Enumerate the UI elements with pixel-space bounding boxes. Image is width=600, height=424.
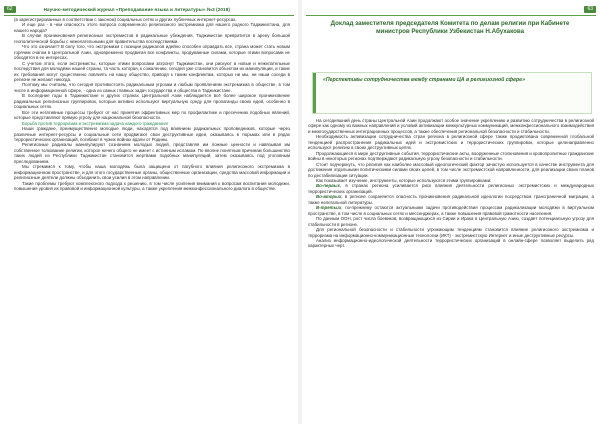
left-paragraph: Борьба против терроризма и экстремизма задача каждого гражданина! [22, 120, 169, 126]
right-paragraph: Анализ информационно-идеологической деятельности террористических организаций в онлайн-сфере позволяет выделить ряд характерных черт. [308, 237, 594, 249]
left-page [0, 0, 298, 424]
left-paragraph: Все эти негативные процессы требуют от нас принятия эффективных мер по профилактике и пресечению подобных явлений, которые представляют прямую угрозу для национальной безопасности. [14, 109, 290, 121]
right-paragraph: Как показывает изучение, инструменты, которые используются этими группировками: [316, 177, 492, 183]
left-paragraph: В случае проникновения религиозных экстремистов в радикальные убеждения, Таджикистан превратится в арену большой геополитической борьбы с нежелательными для правительства последствиями. [14, 33, 290, 44]
right-paragraph: По данным ООН, рост числа боевиков, возвращающихся из Сирии и Ирака в Центральную Азию, создаёт потенциальную угрозу для стабильности в регионе. [308, 216, 594, 227]
left-paragraph: С учетом этого, если экстремисты, которые этими вопросами затронут Таджикистан, они рискуют в новые и нежелательные последствия для молодёжи нашей страны, та часть которая, к сожалению, сегодня уже становится объектом их манипуляции, и такие их требования могут существенно повлиять на нашу общество, приводя к таким конфликтам, которых ни мы, ни наши соседи в регионе не желают никогда. [14, 60, 290, 82]
right-body-text [308, 118, 594, 249]
left-paragraph: (в зарегистрированных в соответствии с законом) социальных сетях и других публичных интернет-ресурсах. [14, 17, 237, 22]
right-page-number: 63 [584, 6, 596, 13]
article-subtitle-box [312, 72, 592, 114]
right-paragraph: Во-первых, в странах региона усиливается риск влияния деятельности религиозных экстремистских и международных террористических организаций. [308, 183, 594, 194]
right-paragraph: Во-вторых, в регионе сохраняется опасность проникновения радикальной идеологии посредством трансграничной миграции, а также нелегальной литературы. [308, 194, 594, 205]
subtitle-accent-bar [313, 73, 316, 113]
left-paragraph: Мы стремимся к тому, чтобы наша молодёжь была защищена от пагубного влияния религиозного экстремизма в информационном пространстве, и для этого государственные органы, общественные организации, средства массовой информации и религиозные деятели должны объединить свои усилия в этом направлении. [14, 164, 290, 181]
right-paragraph: Стоит подчеркнуть, что религия как наиболее массовый идеологический фактор зачастую используется в качестве инструмента для достижения отдельными политическими силами своих целей, в том числе экстремистской направленности, для реализации своих планов по дестабилизации ситуации. [308, 161, 594, 178]
right-page [302, 0, 600, 424]
article-title-box [314, 20, 586, 36]
right-header-rule [306, 15, 596, 16]
left-paragraph: И еще раз - в чем опасность этого вопроса современного религиозного экстремизма для нашего родного Таджикистана, для нашего народа? [14, 22, 290, 33]
left-paragraph: Поэтому мы считаем, что сегодня противостоять радикальным угрозам и любым проявлениям экстремизма в обществе, в том числе в информационной сфере, - одна из самых главных задач государства и общества в Таджикистане. [14, 82, 290, 93]
left-paragraph: Такие проблемы требуют комплексного подхода к решению, в том числе усиления внимания к вопросам воспитания молодежи, повышения уровня их правовой и информационной культуры, а также укрепления межконфессионального диалога в обществе. [14, 180, 290, 192]
right-paragraph: Продолжающиеся в мире деструктивные события, террористические акты, вооруженные столкновения и кровопролитные гражданские войны в некоторых регионах подтверждают радикальную угрозу безопасности и стабильности. [308, 150, 594, 162]
right-page-header [306, 4, 596, 14]
paragraph-lead-word: В-третьих [316, 205, 342, 211]
left-page-header [4, 4, 294, 14]
right-paragraph: На сегодняшний день страны Центральной Азии продолжают особое значение укреплению и развитию сотрудничества в религиозной сфере как одному из важных направлений и условий активизации межкультурных коммуникаций, межконфессионального взаимодействия и межгосударственных интеграционных процессов, а также обеспечения региональной безопасности и стабильности. [308, 118, 594, 134]
left-page-header-title: Научно-методический журнал «Преподавание языка и литературы» №3 (2018) [43, 6, 230, 12]
left-page-number: 62 [4, 6, 16, 13]
article-subtitle: «Перспективы сотрудничества между странами ЦА в религиозной сфере» [323, 77, 525, 83]
left-body-text [14, 17, 290, 192]
left-paragraph: Что это означает? В силу того, что экстремизм с позиции радикалов идейно способен оправдать все, страна может стать новым горячим очагом в Центральной Азии, одновременно продвигая все конфликты, продуманные силами, которые этими вопросами не обходятся в ее интересах. [14, 44, 290, 61]
right-paragraph: Необходимость активизации сотрудничества стран региона в религиозной сфере также продиктована современной глобальной тенденцией распространения радикальных идей и экстремистских и террористических группировок, которые целенаправленно используют религию в своих деструктивных целях. [308, 134, 594, 151]
article-title: Доклад заместителя председателя Комитета по делам религии при Кабинете министров Республики Узбекистан Н.Абухакова [330, 20, 570, 35]
right-paragraph: Для региональной безопасности и стабильности угрожающим тенденциям становится влияние религиозного экстремизма и терроризма на информационно-коммуникационные технологии (ИКТ) - экстремистскую Интернет и иные деструктивные ресурсы. [308, 227, 594, 238]
paragraph-lead-word: Во-вторых [316, 194, 342, 200]
right-paragraph: В-третьих, по-прежнему остаются актуальными задачи противодействия процессам радикализации молодёжи в виртуальном пространстве, в том числе в социальных сетях и мессенджерах, а также повышения правовой грамотности населения. [308, 205, 594, 216]
left-header-rule [4, 15, 294, 16]
paragraph-lead-word: Во-первых [316, 183, 340, 189]
left-paragraph: Наши граждане, преимущественно молодые люди, находятся под влиянием радикальных проповедников, которые через различные интернет-ресурсы и социальные сети продвигают свои деструктивные идеи, оказываясь в тюрьмах или в рядах террористических организаций, погибают в чужих войнах вдали от Родины. [14, 126, 290, 142]
left-paragraph: Религиозные радикалы манипулируют сознанием молодых людей, представляя им ложные ценности и навязывая им собственное толкование религии, которое ничего общего не имеет с истинным исламом. По вполне понятным причинам большинство таких людей из Республики Таджикистан становится жертвами подобных манипуляций, затем оказываясь под уголовным преследованием. [14, 142, 290, 164]
left-paragraph: В последние годы в Таджикистане и других странах Центральной Азии наблюдается всё более широкое проникновение радикальных религиозных группировок, которые активно используют виртуальную среду для пропаганды своих идей, особенно в социальных сетях. [14, 93, 290, 110]
